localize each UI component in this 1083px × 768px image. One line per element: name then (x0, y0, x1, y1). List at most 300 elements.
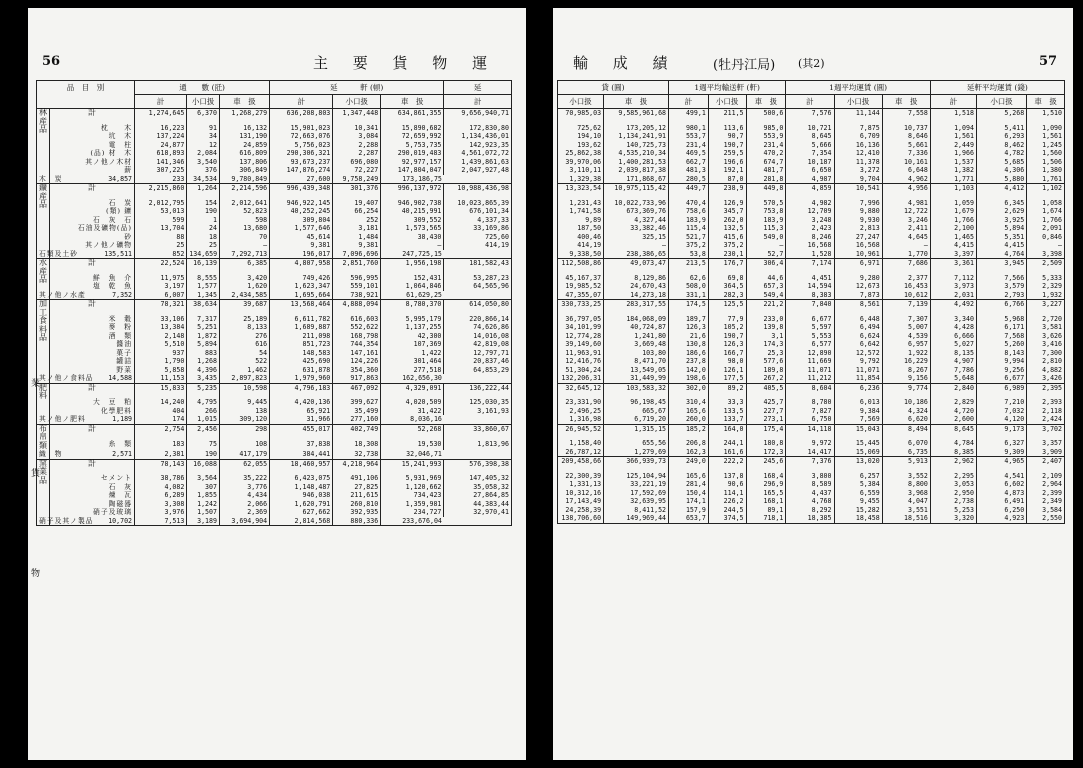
value-cell: 330,733,25 (558, 300, 604, 309)
value-cell: 7,376 (786, 457, 834, 466)
value-cell: 147,804,047 (381, 166, 444, 175)
item-label: 計 (50, 383, 135, 392)
value-cell: 296,9 (746, 480, 786, 489)
value-cell: 69,8 (708, 274, 746, 283)
value-cell: 173,186,75 (381, 175, 444, 184)
value-cell: 189,7 (669, 315, 709, 324)
column-header: 車 扱 (1027, 95, 1065, 109)
value-cell: 15,043 (834, 424, 882, 433)
value-cell: 4,782 (976, 149, 1026, 158)
value-cell: 115,3 (746, 224, 786, 233)
column-header: 小口扱 (187, 95, 220, 109)
value-cell: 33,221,19 (604, 480, 669, 489)
value-cell: 7,336 (882, 149, 930, 158)
value-cell: 2,434,585 (219, 291, 269, 300)
value-cell: 135,511 (50, 250, 135, 259)
value-cell: 1,422 (381, 349, 444, 358)
value-cell: 6,620 (882, 415, 930, 424)
value-cell: 222,2 (708, 457, 746, 466)
value-cell: 6,971 (834, 259, 882, 268)
value-cell: 996,137,972 (381, 184, 444, 193)
value-cell: 4,956 (882, 184, 930, 193)
value-cell: 189,8 (746, 366, 786, 375)
value-cell: 2,039,817,38 (604, 166, 669, 175)
item-label: 糸 類 (50, 440, 135, 450)
value-cell: 211,098 (270, 332, 333, 341)
value-cell: 194,10 (558, 132, 604, 141)
item-label: 鮮 魚 介 (50, 274, 135, 283)
value-cell: 6,448 (834, 315, 882, 324)
value-cell: 164,0 (708, 424, 746, 433)
value-cell: 5,661 (882, 141, 930, 150)
value-cell: 15,890,682 (381, 124, 444, 133)
value-cell: 5,880 (976, 175, 1026, 184)
value-cell: 233,0 (746, 315, 786, 324)
value-cell: 126,9 (708, 199, 746, 208)
category-label: 布帛類 (37, 424, 50, 450)
table-row (37, 407, 512, 416)
value-cell: 3,435 (187, 374, 220, 383)
table-row (37, 259, 512, 268)
value-cell: 1,094 (930, 124, 976, 133)
value-cell: 35,499 (333, 407, 381, 416)
table-row (558, 514, 1065, 523)
value-cell: 734,423 (381, 491, 444, 500)
value-cell: 88 (135, 233, 187, 242)
value-cell: 3,227 (1027, 300, 1065, 309)
value-cell: 39,149,60 (558, 340, 604, 349)
value-cell: 7,307 (882, 315, 930, 324)
value-cell: 376 (187, 166, 220, 175)
value-cell: 364,5 (708, 282, 746, 291)
value-cell: 14,273,18 (604, 291, 669, 300)
category-label: 窯業品 (37, 459, 50, 517)
value-cell: 39,970,06 (558, 158, 604, 167)
value-cell: 6,345 (976, 199, 1026, 208)
value-cell: 24,258,39 (558, 506, 604, 515)
value-cell: 2,496,25 (558, 407, 604, 416)
value-cell: 177,5 (708, 374, 746, 383)
value-cell: 10,975,115,42 (604, 184, 669, 193)
value-cell: 2,047,927,48 (444, 166, 512, 175)
value-cell: 190,7 (708, 332, 746, 341)
table-row (37, 340, 512, 349)
value-cell: 2,571 (50, 450, 135, 459)
value-cell: 7,996 (834, 199, 882, 208)
value-cell: 12,797,71 (444, 349, 512, 358)
value-cell: 402,749 (333, 424, 381, 434)
value-cell: 455,017 (270, 424, 333, 434)
value-cell: 9,880 (834, 207, 882, 216)
value-cell: 74,626,86 (444, 323, 512, 332)
value-cell: 3,320 (930, 514, 976, 523)
value-cell: 6,250 (976, 506, 1026, 515)
value-cell: 6,577 (786, 340, 834, 349)
value-cell: 917,863 (333, 374, 381, 383)
value-cell: 616,809 (219, 149, 269, 158)
value-cell: 4,535,210,34 (604, 149, 669, 158)
value-cell: 262,0 (708, 216, 746, 225)
bureau-label: (牡丹江局) (713, 58, 776, 73)
value-cell: 23,331,90 (558, 398, 604, 407)
value-cell: 500,6 (746, 109, 786, 118)
value-cell: 2,329 (1027, 282, 1065, 291)
value-cell: 134,659 (187, 250, 220, 259)
value-cell: 614,050,80 (444, 300, 512, 309)
column-header: 車 扱 (746, 95, 786, 109)
item-label: 石 灰 石 (50, 216, 135, 225)
value-cell: 1,059 (930, 199, 976, 208)
value-cell: 96,198,45 (604, 398, 669, 407)
value-cell: 491,106 (333, 474, 381, 483)
page-number-left: 56 (42, 54, 61, 69)
value-cell: 4,327,44 (604, 216, 669, 225)
value-cell: 325,15 (604, 233, 669, 242)
value-cell: 9,173 (976, 424, 1026, 433)
value-cell: 307,225 (135, 166, 187, 175)
value-cell: 470,4 (669, 199, 709, 208)
value-cell: 1,689,887 (270, 323, 333, 332)
value-cell: 132,206,31 (558, 374, 604, 383)
value-cell: 281,8 (746, 175, 786, 184)
value-cell: 7,840 (786, 300, 834, 309)
value-cell: 267,2 (746, 374, 786, 383)
value-cell: 7,292,713 (219, 250, 269, 259)
value-cell: 15,833 (135, 383, 187, 392)
value-cell: 1,674 (1027, 207, 1065, 216)
value-cell: 9,455 (834, 497, 882, 506)
value-cell: 281,4 (669, 480, 709, 489)
value-cell: 183 (135, 440, 187, 450)
value-cell: 0,846 (1027, 233, 1065, 242)
value-cell: 6,559 (834, 489, 882, 498)
value-cell: 3,397 (930, 250, 976, 259)
value-cell: 5,027 (930, 340, 976, 349)
item-label: 其ノ他ノ肥料 (37, 415, 50, 424)
table-row (37, 291, 512, 300)
value-cell: 2,109 (1027, 472, 1065, 481)
side-label: 貨 (29, 468, 39, 477)
value-cell: 596,995 (333, 274, 381, 283)
group-header: 1週平均運賃 (圓) (786, 81, 931, 95)
value-cell: 259,5 (708, 149, 746, 158)
table-row (558, 184, 1065, 193)
value-cell: 2,399 (1027, 489, 1065, 498)
value-cell: 4,539 (882, 332, 930, 341)
value-cell: 6,289 (135, 491, 187, 500)
value-cell: 636,208,803 (270, 109, 333, 118)
value-cell: 2,851,760 (333, 259, 381, 268)
item-label: 薪 (50, 166, 135, 175)
value-cell: 3,973 (930, 282, 976, 291)
value-cell: 657,3 (746, 282, 786, 291)
value-cell: — (882, 241, 930, 250)
value-cell: 6,007 (135, 291, 187, 300)
value-cell: 1,315,15 (604, 424, 669, 433)
value-cell: 33,106 (135, 315, 187, 324)
value-cell: 6,423,075 (270, 474, 333, 483)
table-row (558, 132, 1065, 141)
value-cell: 18,385 (786, 514, 834, 523)
value-cell: 10,161 (882, 158, 930, 167)
column-header: 小口扱 (976, 95, 1026, 109)
value-cell: 180,8 (746, 439, 786, 448)
value-cell: 673,369,76 (604, 207, 669, 216)
value-cell: 5,685 (976, 158, 1026, 167)
value-cell: 1,560 (1027, 149, 1065, 158)
value-cell: 148,583 (270, 349, 333, 358)
table-row (558, 291, 1065, 300)
value-cell: 1,507 (187, 508, 220, 517)
value-cell: 2,793 (976, 291, 1026, 300)
value-cell: 154 (187, 199, 220, 208)
value-cell: 15,241,993 (381, 459, 444, 468)
value-cell: 1,331,13 (558, 480, 604, 489)
value-cell: 78,143 (135, 459, 187, 468)
value-cell: 13,020 (834, 457, 882, 466)
value-cell: 1,242 (187, 500, 220, 509)
item-label: 其ノ他ノ食料品 (37, 374, 50, 383)
value-cell: 753,8 (746, 207, 786, 216)
value-cell: 674,7 (746, 158, 786, 167)
table-row (558, 199, 1065, 208)
value-cell: 366,939,73 (604, 457, 669, 466)
value-cell: 549,0 (746, 233, 786, 242)
value-cell: 3,776 (219, 483, 269, 492)
value-cell: 47,355,07 (558, 291, 604, 300)
value-cell: 4,428 (930, 323, 976, 332)
value-cell: 2,720 (1027, 315, 1065, 324)
value-cell: 6,666 (930, 332, 976, 341)
value-cell: 162,3 (669, 448, 709, 457)
value-cell: 161,6 (708, 448, 746, 457)
value-cell: 414,19 (444, 241, 512, 250)
item-label: 陶磁器 (50, 500, 135, 509)
value-cell: 425,7 (746, 398, 786, 407)
value-cell: 141,346 (135, 158, 187, 167)
value-cell: 147,876,274 (270, 166, 333, 175)
value-cell: 8,646 (882, 132, 930, 141)
value-cell: 165,5 (746, 489, 786, 498)
value-cell: 12,774,28 (558, 332, 604, 341)
value-cell: 301,376 (333, 184, 381, 193)
value-cell: 2,369 (219, 508, 269, 517)
value-cell: 1,528 (786, 250, 834, 259)
item-label: 石類及土砂 (37, 250, 50, 259)
value-cell: 7,317 (187, 315, 220, 324)
item-label: 麥 粉 (50, 323, 135, 332)
value-cell: 6,750 (786, 415, 834, 424)
value-cell: 27,247 (834, 233, 882, 242)
value-cell: 238,9 (708, 184, 746, 193)
value-cell: 16,568 (834, 241, 882, 250)
value-cell: 9,585,961,68 (604, 109, 669, 118)
value-cell: 149,969,44 (604, 514, 669, 523)
value-cell: 414,19 (558, 241, 604, 250)
value-cell: 2,381 (135, 450, 187, 459)
value-cell: 718,1 (746, 514, 786, 523)
value-cell: 655,56 (604, 439, 669, 448)
value-cell: 260,0 (669, 415, 709, 424)
value-cell: 946,038 (270, 491, 333, 500)
value-cell: 3,416 (1027, 340, 1065, 349)
column-header: 小口扱 (558, 95, 604, 109)
value-cell: 404 (135, 407, 187, 416)
value-cell: 186,6 (669, 349, 709, 358)
table-row (558, 233, 1065, 242)
value-cell: 4,795 (187, 398, 220, 407)
value-cell: 12,673 (834, 282, 882, 291)
value-cell: 6,070 (882, 439, 930, 448)
value-cell: 196,017 (270, 250, 333, 259)
part-label: (其2) (798, 57, 825, 70)
value-cell: 2,810 (1027, 357, 1065, 366)
value-cell: 190 (187, 450, 220, 459)
item-label: 酒 類 (50, 332, 135, 341)
group-header: 貸 (圓) (558, 81, 669, 95)
value-cell: 1,577,646 (270, 224, 333, 233)
table-row (558, 124, 1065, 133)
value-cell: 147,161 (333, 349, 381, 358)
table-row (37, 500, 512, 509)
value-cell: — (604, 241, 669, 250)
value-cell: 331,1 (669, 291, 709, 300)
value-cell: 3,181 (333, 224, 381, 233)
value-cell: 5,411 (976, 124, 1026, 133)
value-cell: 103,583,32 (604, 383, 669, 392)
category-label: 鑛産品 (37, 184, 50, 250)
value-cell: 37,838 (270, 440, 333, 450)
value-cell: 24,670,43 (604, 282, 669, 291)
category-label: 林産品 (37, 109, 50, 175)
value-cell: 8,780 (786, 398, 834, 407)
value-cell: 66,254 (333, 207, 381, 216)
value-cell: 5,968 (976, 315, 1026, 324)
value-cell: 3,968 (882, 489, 930, 498)
value-cell: 1,766 (930, 216, 976, 225)
value-cell: 77,9 (708, 315, 746, 324)
value-cell: 5,894 (976, 224, 1026, 233)
table-row (558, 224, 1065, 233)
value-cell: 16,132 (219, 124, 269, 133)
value-cell: 18,460,957 (270, 459, 333, 468)
value-cell: 1,279,69 (604, 448, 669, 457)
table-row (558, 166, 1065, 175)
value-cell: 8,604 (786, 383, 834, 392)
value-cell: 598 (219, 216, 269, 225)
value-cell: 449,8 (746, 184, 786, 193)
value-cell: 142,923,35 (444, 141, 512, 150)
value-cell: 22,300,39 (558, 472, 604, 481)
value-cell: 26,945,52 (558, 424, 604, 433)
value-cell: 10,612 (882, 291, 930, 300)
value-cell: 1,518 (930, 109, 976, 118)
value-cell: 49,073,47 (604, 259, 669, 268)
value-cell: 12,722 (882, 207, 930, 216)
value-cell: 147,405,32 (444, 474, 512, 483)
value-cell: 1,573,565 (381, 224, 444, 233)
table-row (37, 109, 512, 118)
value-cell: 87,0 (708, 175, 746, 184)
value-cell: 174,3 (746, 340, 786, 349)
value-cell: — (381, 241, 444, 250)
value-cell: 4,796,183 (270, 383, 333, 392)
value-cell: 375,2 (708, 241, 746, 250)
value-cell: 1,766 (1027, 216, 1065, 225)
value-cell: 9,381 (333, 241, 381, 250)
item-label: 計 (50, 184, 135, 193)
item-label: 米 穀 (50, 315, 135, 324)
value-cell: 14,417 (786, 448, 834, 457)
item-label: 坑 木 (50, 132, 135, 141)
table-row (37, 374, 512, 383)
value-cell: 137,806 (219, 158, 269, 167)
value-cell: 290,306,321 (270, 149, 333, 158)
value-cell: 14,118 (786, 424, 834, 433)
value-cell: 24,859 (219, 141, 269, 150)
value-cell: 467,092 (333, 383, 381, 392)
table-row (558, 323, 1065, 332)
value-cell: 470,2 (746, 149, 786, 158)
value-cell: 12 (187, 141, 220, 150)
value-cell: 33,169,86 (444, 224, 512, 233)
value-cell: 93,673,237 (270, 158, 333, 167)
value-cell: 211,5 (708, 109, 746, 118)
value-cell: 92,977,157 (381, 158, 444, 167)
value-cell: 6,494 (834, 323, 882, 332)
value-cell: 25,862,38 (558, 149, 604, 158)
value-cell: 133,7 (708, 415, 746, 424)
value-cell: 7,827 (786, 407, 834, 416)
value-cell: 1,855 (187, 491, 220, 500)
value-cell: 9,381 (270, 241, 333, 250)
value-cell: 1,484 (333, 233, 381, 242)
value-cell: 231,4 (669, 141, 709, 150)
value-cell: 6,957 (882, 340, 930, 349)
value-cell: 4,082 (135, 483, 187, 492)
value-cell: 725,60 (444, 233, 512, 242)
value-cell: 5,268 (976, 109, 1026, 118)
value-cell: 152,431 (381, 274, 444, 283)
value-cell: 25 (135, 241, 187, 250)
value-cell: 549,4 (746, 291, 786, 300)
value-cell: 4,415 (976, 241, 1026, 250)
value-cell: 1,134,436,01 (444, 132, 512, 141)
value-cell: 3,540 (187, 158, 220, 167)
column-header: 計 (135, 95, 187, 109)
value-cell: 1,813,96 (444, 440, 512, 450)
value-cell: 7,354 (786, 149, 834, 158)
value-cell: 103,80 (604, 349, 669, 358)
value-cell: 107,369 (381, 340, 444, 349)
value-cell: 946,922,145 (270, 199, 333, 208)
value-cell: 16,568 (786, 241, 834, 250)
value-cell: 3,161,93 (444, 407, 512, 416)
table-row (558, 250, 1065, 259)
value-cell: 166,7 (708, 349, 746, 358)
value-cell: 392,935 (333, 508, 381, 517)
value-cell: 3,084 (333, 132, 381, 141)
value-cell: 125,030,35 (444, 398, 512, 407)
item-label: 計 (50, 459, 135, 468)
value-cell: 17,143,49 (558, 497, 604, 506)
title-right: 輸 成 績 (573, 54, 678, 72)
value-cell: 1,761 (1027, 175, 1065, 184)
value-cell: 7,576 (786, 109, 834, 118)
value-cell: 7,096,696 (333, 250, 381, 259)
value-cell: 184,068,09 (604, 315, 669, 324)
table-row (558, 383, 1065, 392)
